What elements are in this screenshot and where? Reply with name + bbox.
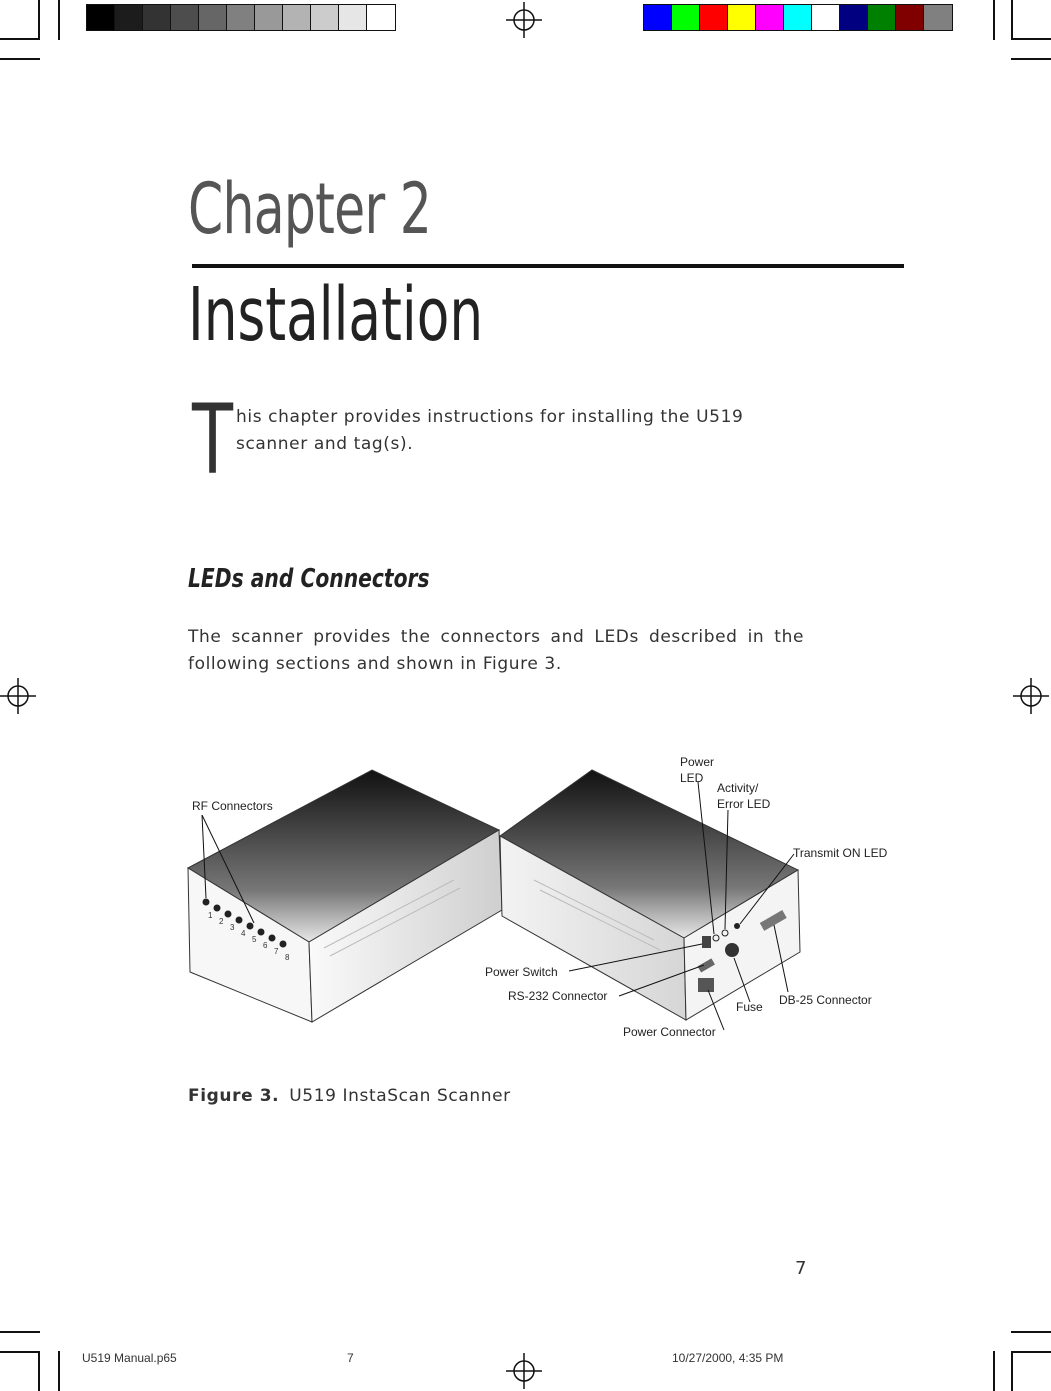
chapter-label: Chapter 2 xyxy=(188,168,432,250)
rf-port-icon xyxy=(269,935,276,942)
label-transmit-on-led: Transmit ON LED xyxy=(793,846,888,860)
color-swatch xyxy=(255,5,283,30)
crop-mark xyxy=(0,1351,40,1353)
crop-mark xyxy=(1011,0,1013,40)
caption-label: Figure 3. xyxy=(188,1086,280,1106)
rf-port-icon xyxy=(280,941,287,948)
color-swatch xyxy=(812,5,840,30)
crop-mark xyxy=(0,1331,40,1333)
label-rs232-connector: RS-232 Connector xyxy=(508,989,608,1003)
rf-port-icon xyxy=(225,911,232,918)
crop-mark xyxy=(1011,1351,1013,1391)
crop-mark xyxy=(1011,38,1051,40)
label-activity-led: Activity/ xyxy=(717,781,759,795)
port-number: 8 xyxy=(285,953,290,962)
color-swatch xyxy=(728,5,756,30)
footer-page: 7 xyxy=(347,1351,354,1365)
crop-mark xyxy=(993,1351,995,1391)
label-fuse: Fuse xyxy=(736,1000,763,1014)
crop-mark xyxy=(1011,1351,1051,1353)
port-number: 5 xyxy=(252,935,257,944)
power-connector-icon xyxy=(698,978,714,992)
color-swatch xyxy=(756,5,784,30)
color-swatch xyxy=(644,5,672,30)
scanner-figure xyxy=(184,740,904,1050)
color-swatch xyxy=(700,5,728,30)
scanner-rear-view xyxy=(188,770,502,1022)
chapter-rule xyxy=(192,264,904,268)
color-calibration-bar xyxy=(643,4,953,31)
crop-mark xyxy=(1011,58,1051,60)
port-number: 1 xyxy=(208,911,213,920)
color-swatch xyxy=(311,5,339,30)
crop-mark xyxy=(38,0,40,40)
crop-mark xyxy=(0,58,40,60)
registration-target-icon xyxy=(506,1353,542,1389)
color-swatch xyxy=(784,5,812,30)
figure-caption xyxy=(188,1086,511,1106)
scanner-front-view xyxy=(485,755,888,1039)
section-heading: LEDs and Connectors xyxy=(188,564,430,594)
color-swatch xyxy=(199,5,227,30)
rf-port-icon xyxy=(214,905,221,912)
crop-mark xyxy=(58,1351,60,1391)
label-power-switch: Power Switch xyxy=(485,965,558,979)
color-swatch xyxy=(924,5,952,30)
crop-mark xyxy=(58,0,60,40)
color-swatch xyxy=(143,5,171,30)
color-swatch xyxy=(227,5,255,30)
crop-mark xyxy=(38,1351,40,1391)
label-rf-connectors: RF Connectors xyxy=(192,799,273,813)
transmit-led-icon xyxy=(734,923,740,929)
label-activity-led: Error LED xyxy=(717,797,771,811)
chapter-title: Installation xyxy=(188,272,484,358)
power-switch-icon xyxy=(702,936,711,948)
crop-mark xyxy=(993,0,995,40)
registration-target-icon xyxy=(506,2,542,38)
section-body: The scanner provides the connectors and LEDs described in the following sections and shown in Figure 3. xyxy=(188,627,804,674)
color-swatch xyxy=(115,5,143,30)
label-db25-connector: DB-25 Connector xyxy=(779,993,872,1007)
port-number: 6 xyxy=(263,941,268,950)
grayscale-calibration-bar xyxy=(86,4,396,31)
port-number: 4 xyxy=(241,929,246,938)
port-number: 7 xyxy=(274,947,279,956)
registration-target-icon xyxy=(0,678,36,714)
port-number: 2 xyxy=(219,917,224,926)
rf-port-icon xyxy=(247,923,254,930)
color-swatch xyxy=(840,5,868,30)
caption-text: U519 InstaScan Scanner xyxy=(289,1086,511,1106)
color-swatch xyxy=(896,5,924,30)
page-number: 7 xyxy=(795,1258,807,1279)
crop-mark xyxy=(0,38,40,40)
label-power-led: LED xyxy=(680,771,704,785)
rf-port-icon xyxy=(258,929,265,936)
registration-target-icon xyxy=(1013,678,1049,714)
drop-cap: T xyxy=(192,384,234,496)
color-swatch xyxy=(283,5,311,30)
rf-port-icon xyxy=(203,899,210,906)
color-swatch xyxy=(87,5,115,30)
fuse-icon xyxy=(725,943,739,957)
intro-paragraph: his chapter provides instructions for installing the U519 scanner and tag(s). xyxy=(236,407,744,454)
color-swatch xyxy=(367,5,395,30)
label-power-led: Power xyxy=(680,755,715,769)
footer-file-name: U519 Manual.p65 xyxy=(82,1351,177,1365)
label-power-connector: Power Connector xyxy=(623,1025,716,1039)
rf-port-icon xyxy=(236,917,243,924)
color-swatch xyxy=(868,5,896,30)
color-swatch xyxy=(339,5,367,30)
crop-mark xyxy=(1011,1331,1051,1333)
color-swatch xyxy=(672,5,700,30)
color-swatch xyxy=(171,5,199,30)
footer-timestamp: 10/27/2000, 4:35 PM xyxy=(672,1351,784,1365)
port-number: 3 xyxy=(230,923,235,932)
